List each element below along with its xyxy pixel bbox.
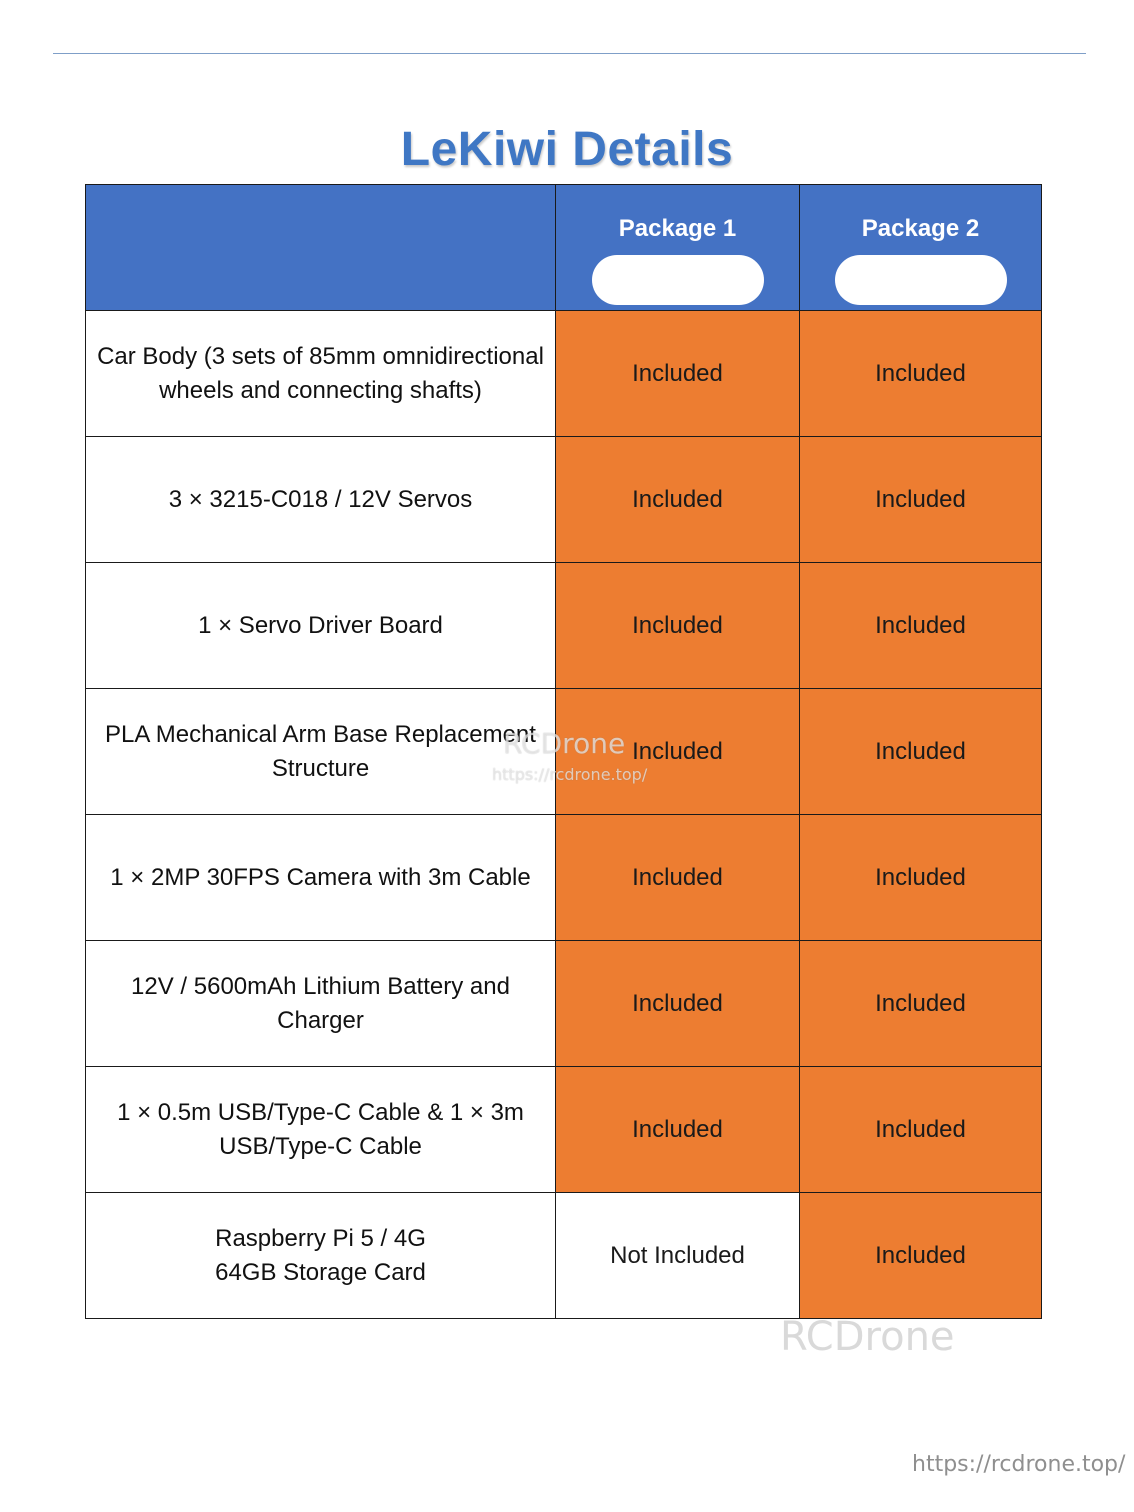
package-1-status: Included bbox=[556, 941, 800, 1067]
package-1-status: Included bbox=[556, 563, 800, 689]
package-2-status: Included bbox=[800, 311, 1042, 437]
table-body bbox=[86, 311, 1042, 1319]
table-row bbox=[86, 815, 1042, 941]
package-1-status: Included bbox=[556, 815, 800, 941]
package-1-redaction bbox=[592, 255, 764, 305]
package-2-status: Included bbox=[800, 941, 1042, 1067]
table-row bbox=[86, 311, 1042, 437]
item-description: Raspberry Pi 5 / 4G 64GB Storage Card bbox=[86, 1193, 556, 1319]
header-package-1 bbox=[556, 185, 800, 311]
table-row bbox=[86, 437, 1042, 563]
table-row bbox=[86, 563, 1042, 689]
package-2-label: Package 2 bbox=[861, 215, 980, 242]
package-2-status: Included bbox=[800, 689, 1042, 815]
package-1-status: Included bbox=[556, 311, 800, 437]
package-2-status: Included bbox=[800, 437, 1042, 563]
page-title: LeKiwi Details bbox=[400, 123, 734, 177]
table-row bbox=[86, 1067, 1042, 1193]
top-divider-line bbox=[53, 53, 1086, 54]
header-item-column bbox=[86, 185, 556, 311]
watermark-bottom-brand: RCDrone bbox=[780, 1314, 955, 1360]
package-2-redaction bbox=[835, 255, 1007, 305]
item-description: Car Body (3 sets of 85mm omnidirectional wheels and connecting shafts) bbox=[86, 311, 556, 437]
package-1-status: Included bbox=[556, 437, 800, 563]
package-1-status: Included bbox=[556, 689, 800, 815]
package-1-status: Included bbox=[556, 1067, 800, 1193]
header-package-2 bbox=[800, 185, 1042, 311]
item-description: 3 × 3215-C018 / 12V Servos bbox=[86, 437, 556, 563]
package-2-status: Included bbox=[800, 563, 1042, 689]
item-description: PLA Mechanical Arm Base Replacement Structure bbox=[86, 689, 556, 815]
package-comparison-table bbox=[85, 184, 1042, 1319]
package-2-status: Included bbox=[800, 1193, 1042, 1319]
table-row bbox=[86, 1193, 1042, 1319]
package-2-status: Included bbox=[800, 815, 1042, 941]
package-1-status: Not Included bbox=[556, 1193, 800, 1319]
item-description: 12V / 5600mAh Lithium Battery and Charger bbox=[86, 941, 556, 1067]
table-row bbox=[86, 689, 1042, 815]
table-header-row bbox=[86, 185, 1042, 311]
table-row bbox=[86, 941, 1042, 1067]
watermark-bottom-url: https://rcdrone.top/ bbox=[912, 1452, 1126, 1477]
item-description: 1 × 2MP 30FPS Camera with 3m Cable bbox=[86, 815, 556, 941]
package-2-status: Included bbox=[800, 1067, 1042, 1193]
watermark-center-brand: RCDrone bbox=[503, 727, 626, 760]
item-description: 1 × 0.5m USB/Type-C Cable & 1 × 3m USB/Type-C Cable bbox=[86, 1067, 556, 1193]
package-1-label: Package 1 bbox=[618, 215, 737, 242]
item-description: 1 × Servo Driver Board bbox=[86, 563, 556, 689]
watermark-center-url: https://rcdrone.top/ bbox=[492, 765, 648, 784]
